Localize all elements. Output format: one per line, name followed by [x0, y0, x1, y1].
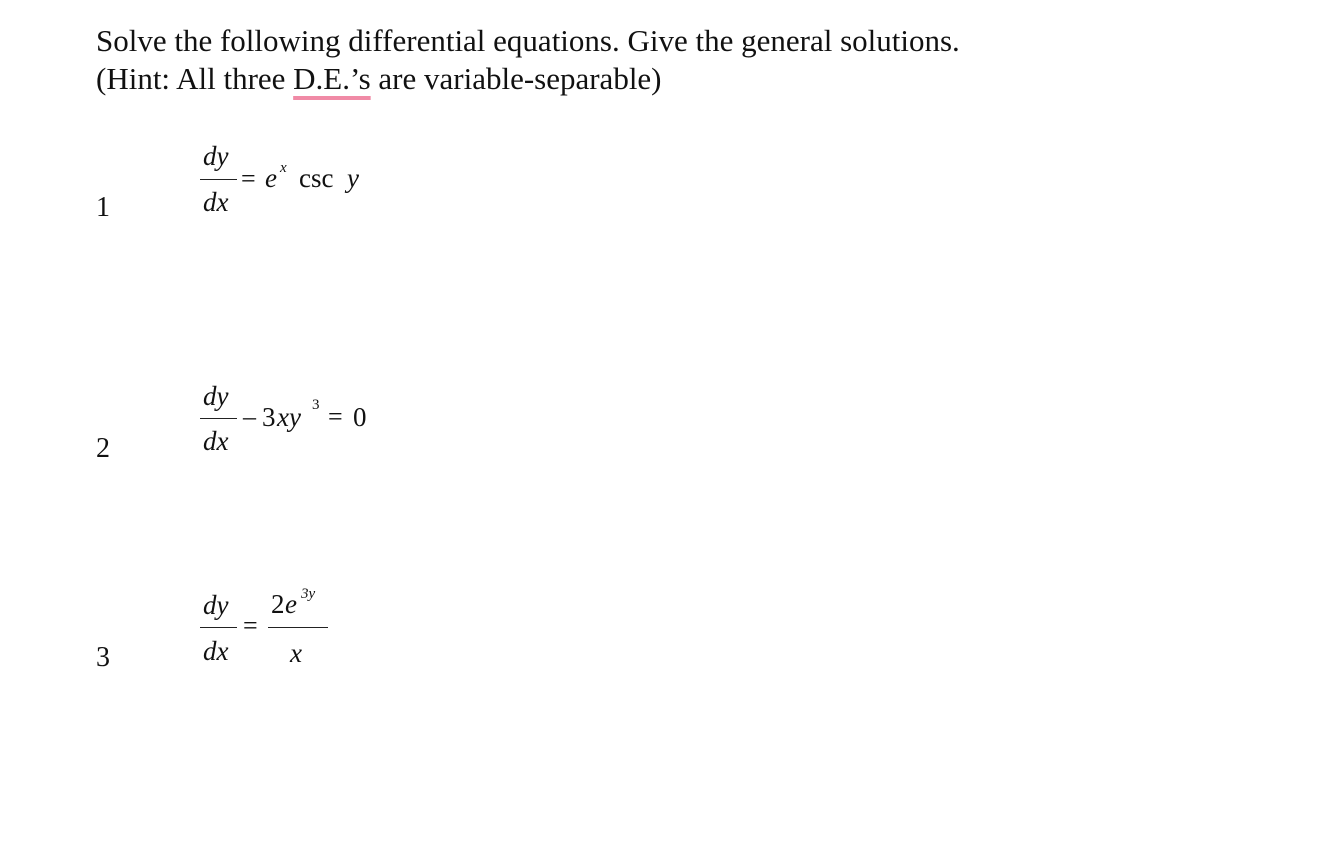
cosecant-function: csc [299, 163, 334, 193]
fraction-bar [268, 627, 328, 628]
minus-sign: – [243, 402, 256, 431]
derivative-numerator: dy [203, 141, 229, 171]
derivative-numerator: dy [203, 590, 229, 620]
rhs-zero: 0 [353, 402, 367, 432]
exponent: 3y [301, 586, 316, 602]
derivative-denominator: dx [203, 426, 229, 456]
equals-sign: = [243, 611, 258, 640]
spellcheck-flagged-word[interactable]: D.E.’s [293, 61, 371, 96]
term-variables: xy [277, 402, 301, 432]
equals-sign: = [241, 164, 256, 193]
fraction-bar [200, 418, 237, 419]
problem-number: 2 [96, 433, 110, 464]
exponent: 3 [312, 397, 320, 413]
hint-prefix: (Hint: All three [96, 61, 294, 96]
exponential-base: e [265, 163, 277, 193]
exponent: x [280, 160, 287, 176]
derivative-denominator: dx [203, 636, 229, 666]
rhs-coefficient: 2 [271, 589, 285, 619]
derivative-numerator: dy [203, 381, 229, 411]
derivative-denominator: dx [203, 187, 229, 217]
variable-y: y [347, 163, 359, 193]
hint-suffix: are variable-separable) [370, 61, 662, 96]
problem-number: 3 [96, 642, 110, 673]
rhs-denominator: x [290, 638, 302, 668]
equals-sign: = [328, 402, 343, 431]
fraction-bar [200, 627, 237, 628]
coefficient: 3 [262, 402, 276, 432]
fraction-bar [200, 179, 237, 180]
instructions [96, 22, 960, 98]
problem-number: 1 [96, 192, 110, 223]
instructions-line-2 [96, 60, 960, 98]
exponential-base: e [285, 589, 297, 619]
instructions-line-1: Solve the following differential equations. Give the general solutions. [96, 23, 960, 58]
